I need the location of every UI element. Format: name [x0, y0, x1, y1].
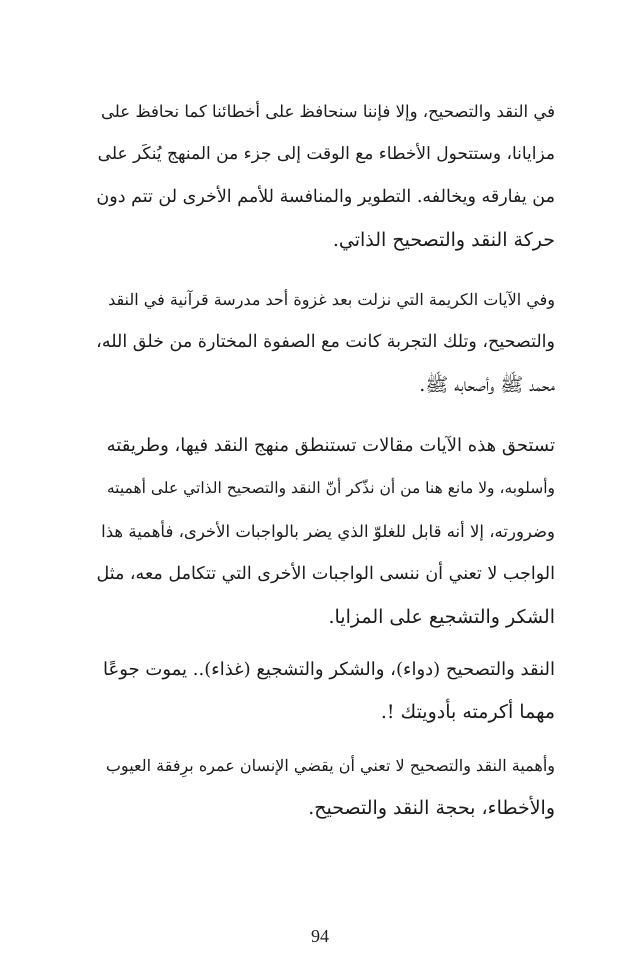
paragraph-line: والأخطاء، بحجة النقد والتصحيح. — [308, 797, 555, 819]
paragraph-line: مهما أكرمته بأدويتك !. — [380, 701, 555, 723]
paragraph-line: والتصحيح، وتلك التجربة كانت مع الصفوة المختارة من خلق الله، — [96, 332, 555, 352]
paragraph-line: مزايانا، وستتحول الأخطاء مع الوقت إلى جزء من المنهج يُنكَر على — [97, 144, 555, 164]
paragraph-line: الشكر والتشجيع على المزايا. — [328, 606, 555, 628]
paragraph-line: تستحق هذه الآيات مقالات تستنطق منهج النقد فيها، وطريقته — [106, 435, 555, 456]
paragraph-line: في النقد والتصحيح، وإلا فإننا سنحافظ على أخطائنا كما نحافظ على — [101, 102, 555, 121]
paragraph-line: من يفارقه ويخالفه. التطوير والمنافسة للأمم الأخرى لن تتم دون — [96, 187, 555, 207]
paragraph-line: وأسلوبه، ولا مانع هنا من أن نذّكر أنّ النقد والتصحيح الذاتي على أهميته — [106, 479, 555, 497]
paragraph-line: حركة النقد والتصحيح الذاتي. — [332, 229, 555, 251]
paragraph-line: محمد ﷺ وأصحابه ﷺ. — [419, 374, 555, 396]
paragraph-line: وأهمية النقد والتصحيح لا تعني أن يقضي الإنسان عمره برِفقة العيوب — [105, 756, 555, 775]
paragraph-1 — [95, 90, 555, 262]
paragraph-2 — [95, 278, 555, 407]
paragraph-5 — [95, 744, 555, 830]
paragraph-line: وضرورته، إلا أنه قابل للغلوّ الذي يضر بالواجبات الأخرى، فأهمية هذا — [101, 522, 555, 541]
page-number: 94 — [311, 926, 329, 946]
paragraph-4 — [95, 648, 555, 734]
paragraph-line: النقد والتصحيح (دواء)، والشكر والتشجيع (غذاء).. يموت جوعًا — [103, 659, 555, 680]
paragraph-line: وفي الآيات الكريمة التي نزلت بعد غزوة أحد مدرسة قرآنية في النقد — [108, 290, 555, 309]
paragraph-line: الواجب لا تعني أن ننسى الواجبات الأخرى التي تتكامل معه، مثل — [96, 564, 555, 584]
paragraph-3 — [95, 424, 555, 639]
